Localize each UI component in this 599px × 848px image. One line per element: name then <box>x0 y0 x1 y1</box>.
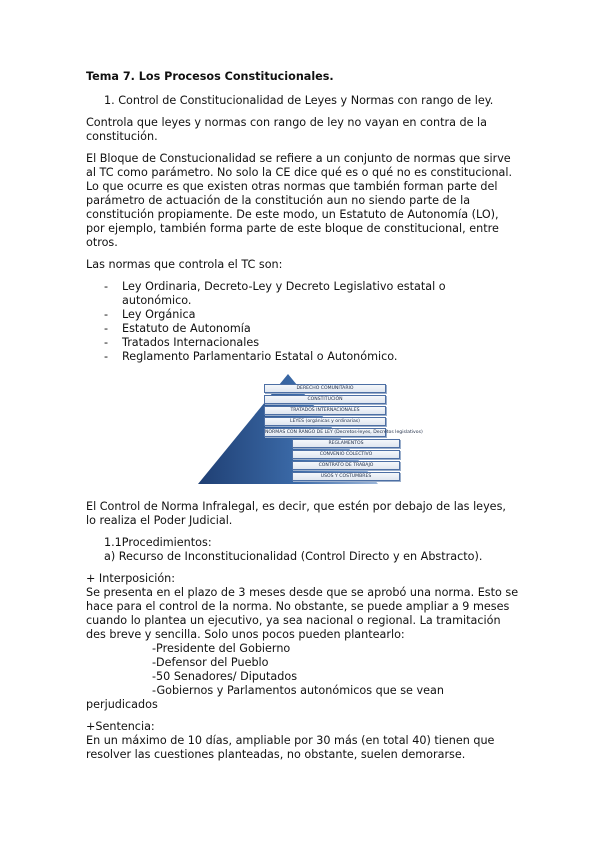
pyramid-level: REGLAMENTOS <box>292 439 400 448</box>
document-title: Tema 7. Los Procesos Constitucionales. <box>86 70 334 83</box>
paragraph-line: constitución. <box>86 130 158 143</box>
pyramid-level: TRATADOS INTERNACIONALES <box>264 406 386 415</box>
paragraph-line: Lo que ocurre es que existen otras normas que también forman parte del <box>86 180 498 193</box>
list-item: Reglamento Parlamentario Estatal o Autonómico. <box>122 350 398 363</box>
legitimated-item: -Defensor del Pueblo <box>152 656 269 669</box>
bullet-dash: - <box>104 336 109 349</box>
legitimated-item-end: perjudicados <box>86 698 158 711</box>
list-item: Ley Orgánica <box>122 308 196 321</box>
pyramid-level: LEYES (orgánicas y ordinarias) <box>264 417 386 426</box>
list-item: autonómico. <box>122 294 192 307</box>
paragraph-line: al TC como parámetro. No solo la CE dice qué es o qué no es constitucional. <box>86 166 513 179</box>
bullet-dash: - <box>104 350 109 363</box>
bullet-dash: - <box>104 322 109 335</box>
normative-pyramid-figure <box>198 374 423 486</box>
bullet-dash: - <box>104 280 109 293</box>
list-item: Ley Ordinaria, Decreto-Ley y Decreto Legislativo estatal o <box>122 280 446 293</box>
section-heading-1: 1. Control de Constitucionalidad de Leyes y Normas con rango de ley. <box>104 94 494 107</box>
paragraph-line: des breve y sencilla. Solo unos pocos pueden plantearlo: <box>86 628 405 641</box>
paragraph-line: En un máximo de 10 días, ampliable por 30 más (en total 40) tienen que <box>86 734 495 747</box>
pyramid-level: CONTRATO DE TRABAJO <box>292 461 400 470</box>
paragraph-line: por ejemplo, también forma parte de este bloque de constitucional, entre <box>86 222 499 235</box>
legitimated-item: -50 Senadores/ Diputados <box>152 670 298 683</box>
list-item: Estatuto de Autonomía <box>122 322 251 335</box>
legitimated-item: -Presidente del Gobierno <box>152 642 291 655</box>
subsection-heading: 1.1Procedimientos: <box>104 536 212 549</box>
pyramid-level: CONSTITUCIÓN <box>264 395 386 404</box>
pyramid-level: NORMAS CON RANGO DE LEY (Decretos-leyes, Decretos legislativos) <box>265 430 423 435</box>
list-item: Tratados Internacionales <box>122 336 260 349</box>
subsection-item: a) Recurso de Inconstitucionalidad (Control Directo y en Abstracto). <box>104 550 483 563</box>
sentencia-heading: +Sentencia: <box>86 720 155 733</box>
paragraph-line: lo realiza el Poder Judicial. <box>86 514 233 527</box>
bullet-dash: - <box>104 308 109 321</box>
paragraph-line: Se presenta en el plazo de 3 meses desde que se aprobó una norma. Esto se <box>86 586 519 599</box>
paragraph-line: constitución propiamente. De este modo, un Estatuto de Autonomía (LO), <box>86 208 499 221</box>
pyramid-level: DERECHO COMUNITARIO <box>264 384 386 393</box>
paragraph-line: resolver las cuestiones planteadas, no obstante, suelen demorarse. <box>86 748 466 761</box>
paragraph-line: cuando lo plantea un ejecutivo, ya sea nacional o regional. La tramitación <box>86 614 501 627</box>
paragraph-line: Controla que leyes y normas con rango de ley no vayan en contra de la <box>86 116 488 129</box>
interposicion-heading: + Interposición: <box>86 572 176 585</box>
pyramid-level: CONVENIO COLECTIVO <box>292 450 400 459</box>
paragraph-line: otros. <box>86 236 118 249</box>
paragraph-line: parámetro de actuación de la constitución aun no siendo parte de la <box>86 194 471 207</box>
pyramid-level: USOS Y COSTUMBRES <box>292 472 400 481</box>
paragraph-line: El Control de Norma Infralegal, es decir, que estén por debajo de las leyes, <box>86 500 506 513</box>
paragraph-line: hace para el control de la norma. No obstante, se puede ampliar a 9 meses <box>86 600 510 613</box>
paragraph-line: Las normas que controla el TC son: <box>86 258 283 271</box>
paragraph-line: El Bloque de Constucionalidad se refiere a un conjunto de normas que sirve <box>86 152 511 165</box>
legitimated-item: -Gobiernos y Parlamentos autonómicos que se vean <box>152 684 444 697</box>
